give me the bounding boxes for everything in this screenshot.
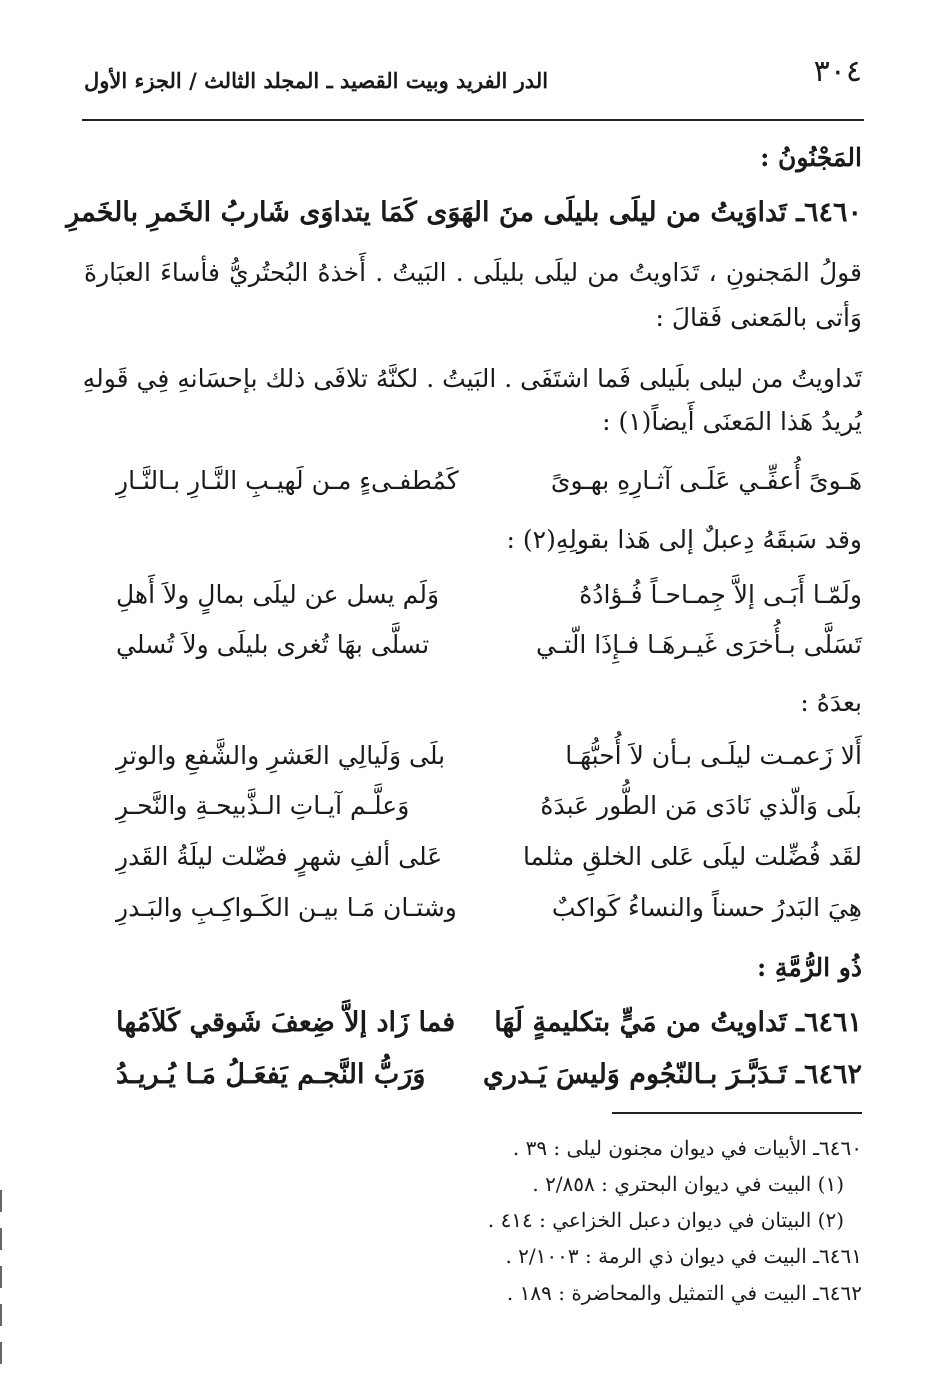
verse-hemistich-right: هَـوىً أُعفِّـي عَلَـى آثـارِهِ بهـوىً — [550, 466, 862, 495]
verse-hemistich-right: أَلا زَعمـت ليلَـى بـأن لاَ أُحبُّهَـا — [565, 741, 862, 770]
header-rule — [82, 119, 864, 121]
verse-hemistich-right: ولَمّـا أَبَـى إلاَّ جِمـاحـاً فُـؤادُهُ — [579, 580, 862, 609]
verse-hemistich-right: بلَى وَالّذي نَادَى مَن الطُّور عَبدَهُ — [540, 791, 862, 820]
footnote: ٦٤٦٠ـ الأبيات في ديوان مجنون ليلى : ٣٩ . — [512, 1136, 862, 1160]
paragraph-2-line-1: تَداويتُ من ليلى بلَيلى فَما اشتَفَى . البَيتُ . لكنَّهُ تلافَى ذلك بإحسَانهِ فِي قَولهِ — [82, 364, 862, 393]
page-number: ٣٠٤ — [813, 54, 862, 89]
binding-edge — [0, 1190, 2, 1375]
verse-hemistich-right: هِيَ البَدرُ حسناً والنساءُ كَواكبٌ — [551, 893, 862, 922]
after-label: بعدَهُ : — [800, 688, 862, 717]
footnote-rule — [612, 1112, 862, 1114]
footnote: ٦٤٦٢ـ البيت في التمثيل والمحاضرة : ١٨٩ . — [506, 1281, 862, 1305]
entry-6461-right: ٦٤٦١ـ تَداويتُ من مَيٍّ بتكليمةٍ لَهَا — [494, 1007, 862, 1038]
verse-hemistich-left: بلَى وَلَيالِي العَشرِ والشَّفعِ والوترِ — [116, 741, 446, 770]
entry-6462-right: ٦٤٦٢ـ تَـدَبَّـرَ بـالنّجُوم وَليسَ يَـدري — [482, 1059, 862, 1090]
entry-6460: ٦٤٦٠ـ تَداوَيتُ من ليلَى بليلَى منَ الهَوَى كَمَا يتداوَى شَاربُ الخَمرِ بالخَمرِ — [66, 197, 862, 228]
footnote: (٢) البيتان في ديوان دعبل الخزاعي : ٤١٤ . — [487, 1208, 844, 1232]
verse-hemistich-right: لقَد فُضِّلت ليلَى عَلى الخلقِ مثلما — [523, 842, 862, 871]
footnote: ٦٤٦١ـ البيت في ديوان ذي الرمة : ٢/١٠٠٣ . — [505, 1244, 862, 1268]
verse-hemistich-left: وَعلَّـم آيـاتِ الـذَّبيحـةِ والنَّحـرِ — [116, 791, 410, 820]
running-title: الدر الفريد وبيت القصيد ـ المجلد الثالث / الجزء الأول — [84, 68, 549, 93]
verse-hemistich-left: عَلى ألفِ شهرٍ فضّلت ليلَةُ القَدرِ — [116, 842, 443, 871]
poet-heading-dhu-rumma: ذُو الرُّمَّةِ : — [757, 953, 862, 982]
verse-hemistich-left: كَمُطفـىءٍ مـن لَهيـبِ النَّـارِ بـالنَّـارِ — [116, 466, 459, 495]
verse-hemistich-right: تَسَلَّى بـأُخرَى غَيـرهَـا فـإِذَا الّتـي — [536, 630, 862, 659]
footnote: (١) البيت في ديوان البحتري : ٢/٨٥٨ . — [532, 1172, 844, 1196]
verse-hemistich-left: وشتـان مَـا بيـن الكَـواكِـبِ والبَـدرِ — [116, 893, 457, 922]
entry-6461-left: فما زَاد إلاَّ ضِعفَ شَوقي كَلاَمُها — [116, 1007, 456, 1038]
paragraph-2-line-2: يُريدُ هَذا المَعنَى أَيضاً(١) : — [602, 407, 862, 436]
intro-dibil: وقد سَبقَهُ دِعبلٌ إلى هَذا بقولِهِ(٢) : — [506, 525, 862, 554]
verse-hemistich-left: وَلَم يسل عن ليلَى بمالٍ ولاَ أَهلِ — [116, 580, 440, 609]
paragraph-1-line-1: قولُ المَجنونِ ، تَدَاويتُ من ليلَى بليلَى . البَيتُ . أَخذهُ البُحتُريُّ فأساءَ العبَارةَ — [84, 258, 862, 287]
verse-hemistich-left: تسلَّى بهَا تُغرى بليلَى ولاَ تُسلي — [116, 630, 430, 659]
entry-6462-left: وَرَبُّ النَّجـم يَفعَـلُ مَـا يُـريـدُ — [116, 1059, 426, 1090]
paragraph-1-line-2: وَأتى بالمَعنى فَقالَ : — [655, 303, 862, 332]
poet-heading-majnun: المَجْنُونُ : — [760, 143, 862, 172]
